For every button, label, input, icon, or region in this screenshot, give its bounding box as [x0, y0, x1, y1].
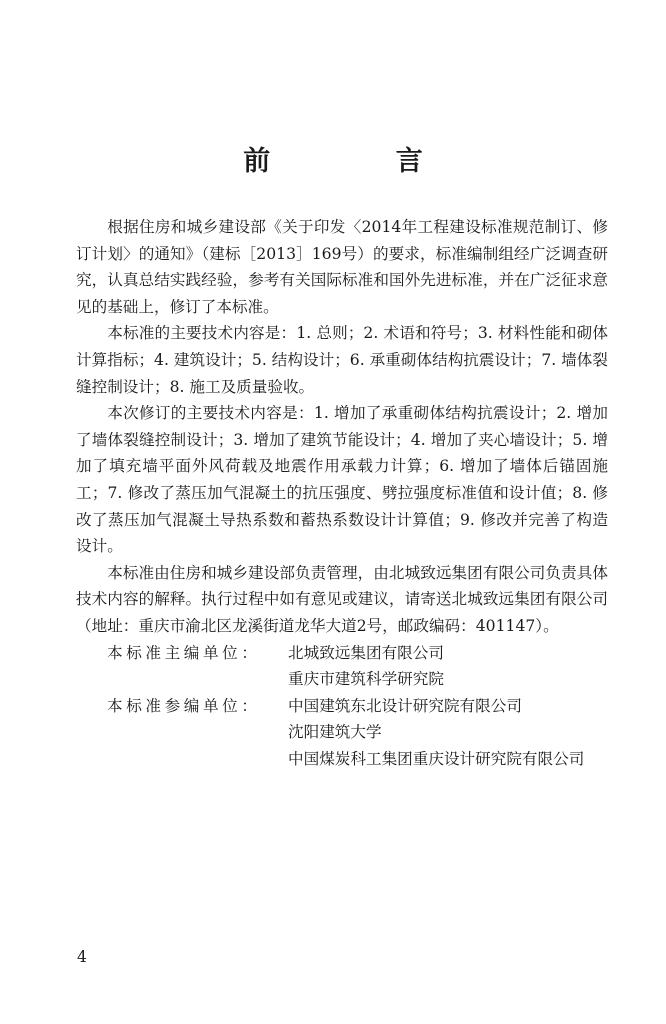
- page-number: 4: [77, 948, 87, 966]
- chief-editor-label: 本标准主编单位：: [107, 643, 261, 662]
- paragraph-management: 本标准由住房和城乡建设部负责管理，由北城致远集团有限公司负责具体技术内容的解释。执行过程中如有意见或建议，请寄送北城致远集团有限公司（地址：重庆市渝北区龙溪街道龙华大道2号，邮政编码：401147）。: [76, 563, 608, 635]
- paragraph-basis: 根据住房和城乡建设部《关于印发〈2014年工程建设标准规范制订、修订计划〉的通知》（建标［2013］169号）的要求，标准编制组经广泛调查研究，认真总结实践经验，参考有关国际标准和国外先进标准，并在广泛征求意见的基础上，修订了本标准。: [76, 218, 608, 316]
- chief-editor-row: [76, 640, 608, 693]
- participating-editor-label: 本标准参编单位：: [107, 696, 261, 715]
- participating-editor-row: [76, 693, 608, 773]
- preface-body: [76, 214, 608, 772]
- organization-name: 北城致远集团有限公司: [288, 643, 444, 662]
- chief-editor-names: [288, 640, 608, 693]
- organization-list: [76, 640, 608, 773]
- organization-name: 中国建筑东北设计研究院有限公司: [288, 696, 522, 715]
- organization-name: 沈阳建筑大学: [288, 723, 382, 742]
- organization-name: 重庆市建筑科学研究院: [288, 670, 444, 689]
- paragraph-revision-contents: 本次修订的主要技术内容是：1. 增加了承重砌体结构抗震设计；2. 增加了墙体裂缝控制设计；3. 增加了建筑节能设计；4. 增加了夹心墙设计；5. 增加了填充墙平面外风荷载及地震作用承载力计算；6. 增加了墙体后锚固施工；7. 修改了蒸压加气混凝土的抗压强度、劈拉强度标准值和设计值；8. 修改了蒸压加气混凝土导热系数和蓄热系数设计计算值；9. 修改并完善了构造设计。: [76, 404, 608, 556]
- paragraph-main-contents: 本标准的主要技术内容是：1. 总则；2. 术语和符号；3. 材料性能和砌体计算指标；4. 建筑设计；5. 结构设计；6. 承重砌体结构抗震设计；7. 墙体裂缝控制设计；8. 施工及质量验收。: [76, 324, 608, 396]
- participating-editor-names: [288, 693, 608, 773]
- page-title: 前 言: [243, 146, 481, 177]
- organization-name: 中国煤炭科工集团重庆设计研究院有限公司: [288, 749, 585, 768]
